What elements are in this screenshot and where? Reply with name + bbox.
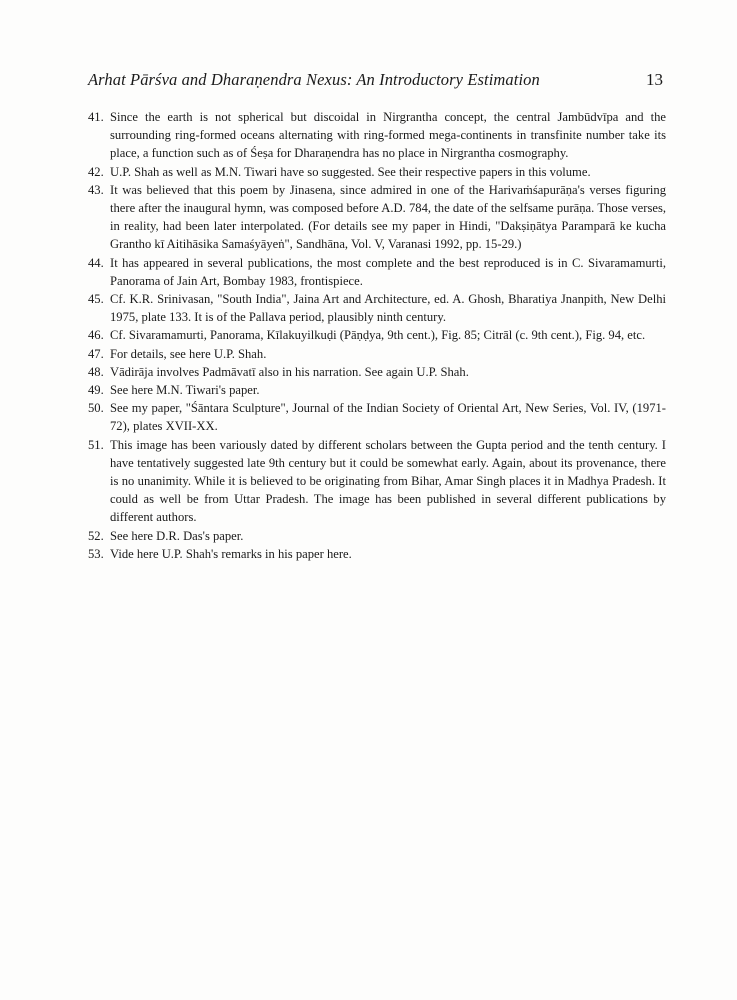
endnote-47	[88, 345, 666, 363]
endnote-text: See here M.N. Tiwari's paper.	[110, 383, 260, 398]
endnote-number: 53.	[88, 546, 104, 561]
endnote-44	[88, 254, 666, 290]
running-header	[88, 70, 663, 92]
endnote-number: 48.	[88, 364, 104, 379]
endnote-text: Since the earth is not spherical but discoidal in Nirgrantha concept, the central Jambūdvīpa and the surrounding ring-formed oceans alternating with ring-formed mega-continents in transfinite number take its place, a function such as of Śeṣa for Dharaṇendra has no place in Nirgrantha cosmography.	[110, 110, 666, 161]
endnote-46	[88, 326, 666, 344]
endnote-49	[88, 381, 666, 399]
endnote-text: For details, see here U.P. Shah.	[110, 346, 267, 361]
endnote-41	[88, 108, 666, 163]
endnote-text: This image has been variously dated by different scholars between the Gupta period and the tenth century. I have tentatively suggested late 9th century but it could be somewhat early. Again, about its provenance, there is no unanimity. While it is believed to be originating from Bihar, Amar Singh places it in Madhya Pradesh. It could as well be from Uttar Pradesh. The image has been published in several different publications by different authors.	[110, 437, 666, 525]
endnote-number: 46.	[88, 328, 104, 343]
page-number: 13	[646, 70, 663, 89]
endnote-number: 45.	[88, 292, 104, 307]
endnote-text: Cf. K.R. Srinivasan, "South India", Jaina Art and Architecture, ed. A. Ghosh, Bharatiya Jnanpith, New Delhi 1975, plate 133. It is of the Pallava period, plausibly ninth century.	[110, 292, 666, 325]
endnote-number: 41.	[88, 110, 104, 124]
endnote-43	[88, 181, 666, 254]
endnote-number: 43.	[88, 182, 104, 197]
endnote-51	[88, 436, 666, 527]
endnote-number: 42.	[88, 164, 104, 179]
chapter-title: Arhat Pārśva and Dharaṇendra Nexus: An Introductory Estimation	[88, 70, 540, 89]
endnote-text: See my paper, "Śāntara Sculpture", Journal of the Indian Society of Oriental Art, New Series, Vol. IV, (1971-72), plates XVII-XX.	[110, 401, 666, 434]
endnote-42	[88, 163, 666, 181]
endnote-number: 44.	[88, 255, 104, 270]
endnote-53	[88, 545, 666, 563]
endnote-number: 52.	[88, 528, 104, 543]
endnotes-list	[88, 108, 666, 563]
endnote-52	[88, 527, 666, 545]
endnote-text: Vādirāja involves Padmāvatī also in his narration. See again U.P. Shah.	[110, 364, 469, 379]
endnote-text: Vide here U.P. Shah's remarks in his paper here.	[110, 546, 352, 561]
endnote-48	[88, 363, 666, 381]
endnote-number: 47.	[88, 346, 104, 361]
endnote-text: See here D.R. Das's paper.	[110, 528, 244, 543]
endnote-50	[88, 399, 666, 435]
endnote-number: 50.	[88, 401, 104, 416]
endnote-text: U.P. Shah as well as M.N. Tiwari have so suggested. See their respective papers in this volume.	[110, 164, 591, 179]
endnote-45	[88, 290, 666, 326]
endnote-number: 49.	[88, 383, 104, 398]
endnote-text: Cf. Sivaramamurti, Panorama, Kīlakuyilkuḍi (Pāṇḍya, 9th cent.), Fig. 85; Citrāl (c. 9th cent.), Fig. 94, etc.	[110, 328, 646, 343]
endnote-text: It was believed that this poem by Jinasena, since admired in one of the Harivaṁśapurāṇa's verses figuring there after the inaugural hymn, was composed before A.D. 784, the date of the selfsame purāṇa. Those verses, in reality, had been later interpolated. (For details see my paper in Hindi, "Dakṣiṇātya Paramparā ke kucha Grantho kī Aitihāsika Samaśyāyeṅ", Sandhāna, Vol. V, Varanasi 1992, pp. 15-29.)	[110, 182, 666, 252]
endnote-number: 51.	[88, 437, 104, 452]
endnote-text: It has appeared in several publications, the most complete and the best reproduced is in C. Sivaramamurti, Panorama of Jain Art, Bombay 1983, frontispiece.	[110, 255, 666, 288]
